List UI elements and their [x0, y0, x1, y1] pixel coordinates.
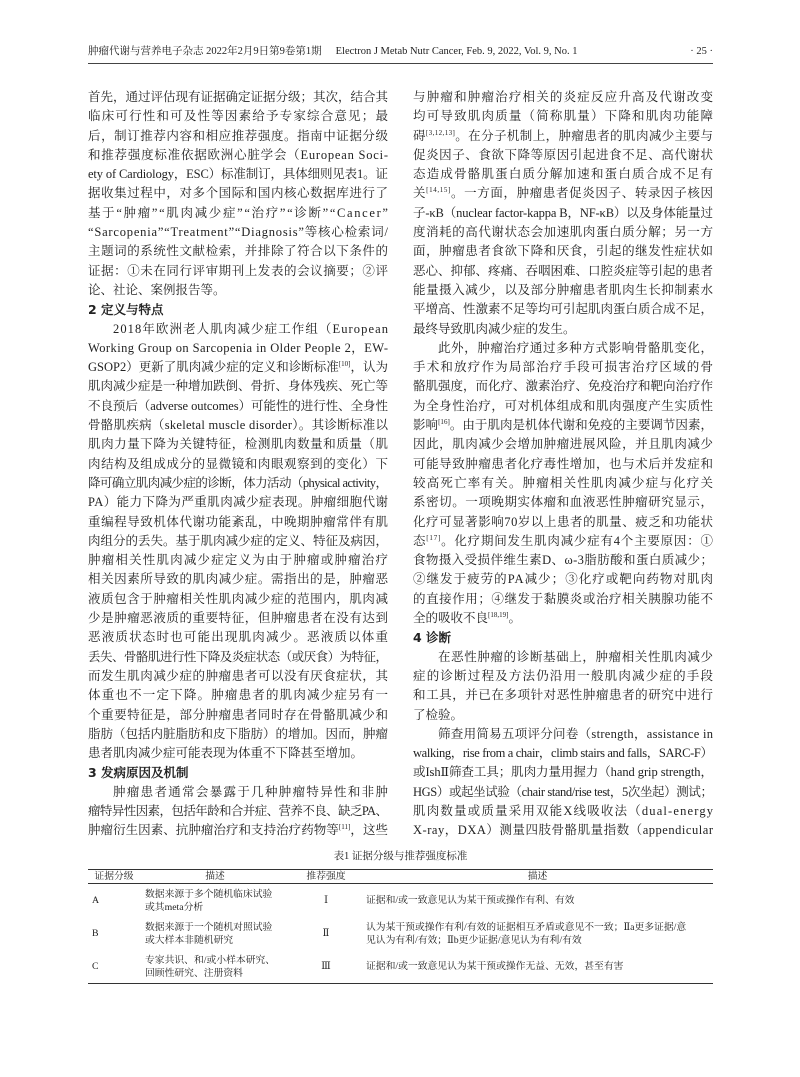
line-text: 面，肿瘤患者食欲下降和厌食，引起的继发性症状如: [413, 244, 714, 259]
line-text: 肌肉减少症是一种增加跌倒、骨折、身体残疾、死亡等: [88, 379, 388, 394]
paragraph: [413, 339, 713, 628]
text-line: [88, 648, 388, 667]
text-line: [88, 377, 388, 396]
line-text: 据收集过程中，对多个国际和国内核心数据库进行了: [88, 186, 389, 201]
text-line: [413, 262, 713, 281]
line-text: 证据：①未在同行评审期刊上发表的会议摘要；②评: [88, 263, 389, 278]
text-line: [88, 204, 388, 223]
text-line: [413, 300, 713, 319]
paragraph: [413, 648, 713, 725]
line-text: 态造成骨骼肌蛋白质分解加速和蛋白质合成不足有: [413, 167, 715, 182]
text-run: 态: [413, 533, 427, 548]
journal-title-english: Electron J Metab Nutr Cancer, Feb. 9, 2022, Vol. 9, No. 1: [335, 46, 578, 57]
line-text: [413, 416, 713, 435]
running-head: [88, 44, 713, 60]
line-text: ②继发于疲劳的PA减少；③化疗或靶向药物对肌肉: [413, 572, 715, 587]
cell-line: 证据和/或一致意见认为某干预或操作无益、无效，甚至有害: [366, 961, 624, 972]
text-line: [413, 783, 713, 802]
text-line: [413, 339, 713, 358]
line-text: “Sarcopenia”“Treatment”“Diagnosis”等核心检索词/: [88, 225, 389, 240]
table-caption: 表1 证据分级与推荐强度标准: [333, 851, 468, 862]
line-text: 促炎因子、食欲下降等原因引起进食不足、高代谢状: [413, 147, 714, 162]
line-text: 均可导致肌肉质量（简称肌量）下降和肌肉功能障: [413, 109, 715, 124]
line-text: [413, 532, 714, 551]
text-run: ，认为: [350, 360, 388, 375]
text-line: [88, 281, 388, 300]
evidence-grading-table: [88, 869, 713, 984]
text-run: GSOP2）更新了肌肉减少症的定义和诊断标准: [88, 360, 339, 375]
recommendation-class-cell: Ⅲ: [321, 961, 331, 972]
line-text: 恶液质状态时也可能出现肌肉减少。恶液质以体重: [88, 630, 390, 645]
header-divider: [88, 63, 713, 64]
header-recommendation-class: 推荐强度: [290, 870, 362, 884]
evidence-description-cell: [140, 917, 290, 950]
text-line: [413, 435, 713, 454]
right-text-column: [413, 88, 713, 841]
recommendation-class-cell: Ⅰ: [324, 895, 328, 906]
line-text: 相关因素所导致的肌肉减少症。需指出的是，肿瘤恶: [88, 572, 389, 587]
paragraph: [88, 320, 388, 764]
text-line: [88, 184, 388, 203]
text-line: [88, 706, 388, 725]
evidence-level-cell: A: [92, 895, 100, 906]
cell-line: 专家共识、和/或小样本研究、: [145, 954, 276, 966]
line-text: 较高死亡率有关。肿瘤相关性肌肉减少症与化疗关: [413, 475, 715, 490]
citation-superscript: [16]: [438, 418, 450, 427]
line-text: 肌肉力量下降为关键特征，检测肌肉数量和质量（肌: [88, 437, 389, 452]
recommendation-description-cell: [362, 917, 713, 950]
cell-line: 认为某干预或操作有利/有效的证据相互矛盾或意见不一致；Ⅱa更多证据/意: [366, 921, 687, 933]
text-run: 关: [413, 186, 427, 201]
text-line: [88, 744, 388, 763]
text-line: [88, 628, 388, 647]
line-text: 食物摄入受损伴维生素D、ω-3脂肪酸和蛋白质减少；: [413, 553, 714, 568]
cell-line: 数据来源于多个随机临床试验: [145, 888, 273, 900]
text-line: [413, 184, 713, 203]
text-line: [88, 513, 388, 532]
text-line: [413, 146, 713, 165]
text-line: [413, 609, 713, 628]
text-line: [88, 262, 388, 281]
line-text: ety of Cardiology，ESC）标准制订，具体细则见表1。证: [88, 167, 388, 182]
text-line: [88, 165, 388, 184]
text-run: 。一方面，肿瘤患者促炎因子、转录因子核因: [450, 186, 714, 201]
text-line: [88, 339, 388, 358]
section-heading: [88, 763, 388, 782]
line-text: 此外，肿瘤治疗通过多种方式影响骨骼肌变化，: [438, 340, 714, 355]
cell-line: 证据和/或一致意见认为某干预或操作有利、有效: [366, 895, 575, 906]
table-header-row: [88, 870, 713, 884]
text-line: [88, 397, 388, 416]
citation-superscript: [14,15]: [426, 186, 451, 195]
evidence-description-cell: [140, 950, 290, 984]
text-line: [413, 223, 713, 242]
text-line: [413, 455, 713, 474]
line-text: 2018年欧洲老人肌肉减少症工作组（European: [113, 321, 390, 336]
line-text: 可能导致肿瘤患者化疗毒性增加，也与术后并发症和: [413, 456, 714, 471]
section-heading-text: 3 发病原因及机制: [88, 765, 189, 781]
line-text: 主题词的系统性文献检索，并排除了符合以下条件的: [88, 244, 389, 259]
cell-line: 或大样本非随机研究: [145, 934, 234, 946]
section-heading-text: 2 定义与特点: [88, 302, 164, 318]
citation-superscript: [18,19]: [488, 611, 509, 620]
line-text: 肉结构及组成成分的显微镜和肉眼观察到的变化）下: [88, 456, 389, 471]
line-text: 了检验。: [413, 707, 464, 722]
text-run: 。在分子机制上，肿瘤患者的肌肉减少主要与: [455, 128, 714, 143]
text-line: [413, 281, 713, 300]
text-line: [413, 320, 713, 339]
line-text: 化疗可显著影响70岁以上患者的肌量、疲乏和功能状: [413, 514, 714, 529]
text-run: 。化疗期间发生肌肉减少症有4个主要原因：①: [441, 533, 714, 548]
paragraph: [413, 88, 713, 339]
line-text: 后，制订推荐内容和相应推荐强度。指南中证据分级: [88, 128, 389, 143]
line-text: 瘤特异性因素，包括年龄和合并症、营养不良、缺乏PA、: [88, 803, 388, 818]
line-text: 症的诊断过程及方法仍沿用一般肌肉减少症的手段: [413, 668, 715, 683]
line-text: HGS）或起坐试验（chair stand/rise test，5次坐起）测试；: [413, 784, 713, 799]
line-text: 因此，肌肉减少会增加肿瘤进展风险，并且肌肉减少: [413, 437, 714, 452]
text-line: [413, 107, 713, 126]
text-line: [413, 744, 713, 763]
text-line: [413, 493, 713, 512]
text-line: [88, 725, 388, 744]
text-line: [413, 204, 713, 223]
text-run: 全的吸收不良: [413, 611, 489, 626]
table-row: [88, 950, 713, 984]
section-heading-text: 4 诊断: [413, 630, 452, 646]
evidence-level-cell: C: [92, 961, 99, 972]
line-text: 肉组分的丢失。基于肌肉减少症的定义、特征及病因，: [88, 533, 388, 548]
text-line: [413, 686, 713, 705]
line-text: 在恶性肿瘤的诊断基础上，肿瘤相关性肌肉减少: [438, 649, 714, 664]
line-text: 脂肪（包括内脏脂肪和皮下脂肪）的增加。因而，肿瘤: [88, 726, 388, 741]
text-line: [88, 107, 388, 126]
text-line: [88, 320, 388, 339]
text-line: [413, 763, 713, 782]
text-line: [88, 474, 388, 493]
text-line: [88, 435, 388, 454]
line-text: 筛查用简易五项评分问卷（strength，assistance in: [438, 726, 714, 741]
text-line: [413, 532, 713, 551]
text-line: [88, 127, 388, 146]
text-line: [413, 570, 713, 589]
section-heading: [413, 628, 713, 647]
journal-title-chinese: 肿瘤代谢与营养电子杂志 2022年2月9日第9卷第1期: [88, 46, 322, 57]
line-text: Working Group on Sarcopenia in Older People 2，EW-: [88, 340, 389, 355]
citation-superscript: [3,12,13]: [425, 128, 456, 137]
text-run: 碍: [413, 128, 426, 143]
cell-line: 数据来源于一个随机对照试验: [145, 921, 273, 933]
text-line: [413, 648, 713, 667]
cell-line: 回顾性研究、注册资料: [145, 967, 243, 979]
text-line: [88, 802, 388, 821]
line-text: 的直接作用；④继发于黏膜炎或治疗相关胰腺功能不: [413, 591, 714, 606]
text-line: [413, 397, 713, 416]
text-line: [88, 455, 388, 474]
cell-line: 见认为有利/有效；Ⅱb更少证据/意见认为有利/有效: [366, 934, 582, 946]
line-text: [413, 609, 521, 628]
text-line: [413, 474, 713, 493]
line-text: 和工具，并已在多项针对恶性肿瘤患者的研究中进行: [413, 688, 714, 703]
line-text: 而发生肌肉减少症的肿瘤患者可以没有厌食症状，其: [88, 668, 389, 683]
line-text: 骨骼肌疾病（skeletal muscle disorder）。其诊断标准以: [88, 418, 389, 433]
recommendation-description-cell: [362, 884, 713, 918]
line-text: 最终导致肌肉减少症的发生。: [413, 321, 576, 336]
left-text-column: [88, 88, 388, 841]
evidence-level-cell: B: [92, 928, 99, 939]
table-row: [88, 884, 713, 918]
text-line: [88, 146, 388, 165]
line-text: 体重也不一定下降。肿瘤患者的肌肉减少症另有一: [88, 688, 390, 703]
line-text: 患者肌肉减少症可能表现为体重不下降甚至增加。: [88, 746, 364, 761]
line-text: [88, 358, 388, 377]
line-text: 或IshⅡ筛查工具；肌肉力量用握力（hand grip strength，: [413, 765, 713, 780]
line-text: 为全身性治疗，可对机体组成和肌肉强度产生实质性: [413, 398, 714, 413]
line-text: 基于“肿瘤”“肌肉减少症”“治疗”“诊断”“Cancer”: [88, 205, 390, 220]
text-line: [413, 802, 713, 821]
line-text: 恶心、抑郁、疼痛、吞咽困难、口腔炎症等引起的患者: [413, 263, 713, 278]
text-run: 影响: [413, 418, 439, 433]
line-text: 肿瘤相关性肌肉减少症定义为由于肿瘤或肿瘤治疗: [88, 553, 390, 568]
evidence-description-cell: [140, 884, 290, 918]
line-text: 系密切。一项晚期实体瘤和血液恶性肿瘤研究显示，: [413, 495, 714, 510]
line-text: 少是肿瘤恶液质的重要特征，但肿瘤患者在没有达到: [88, 611, 389, 626]
text-line: [413, 821, 713, 840]
text-line: [413, 725, 713, 744]
line-text: 临床可行性和可及性等因素给予专家综合意见；最: [88, 109, 390, 124]
line-text: PA）能力下降为严重肌肉减少症表现。肿瘤细胞代谢: [88, 495, 389, 510]
text-line: [88, 358, 388, 377]
line-text: [413, 184, 714, 203]
text-line: [413, 590, 713, 609]
line-text: 子-κB（nuclear factor-kappa B，NF-κB）以及身体能量过: [413, 205, 713, 220]
cell-line: 或其meta分析: [145, 901, 204, 913]
line-text: 平增高、性激素不足等均可引起肌肉蛋白质合成不足，: [413, 302, 713, 317]
recommendation-class-cell: Ⅱ: [322, 928, 330, 939]
line-text: X-ray，DXA）测量四肢骨骼肌量指数（appendicular: [413, 823, 714, 838]
text-line: [88, 532, 388, 551]
text-line: [88, 590, 388, 609]
line-text: 肌肉数量或质量采用双能X线吸收法（dual-energy: [413, 803, 715, 818]
text-line: [413, 242, 713, 261]
text-line: [413, 377, 713, 396]
text-line: [413, 706, 713, 725]
line-text: 首先，通过评估现有证据确定证据分级；其次，结合其: [88, 90, 388, 104]
line-text: 和推荐强度标准依据欧洲心脏学会（European Soci-: [88, 147, 389, 162]
line-text: [88, 821, 388, 840]
text-line: [413, 551, 713, 570]
text-line: [413, 416, 713, 435]
paragraph: [88, 783, 388, 841]
line-text: 不良预后（adverse outcomes）可能性的进行性、全身性: [88, 398, 388, 413]
text-line: [88, 821, 388, 840]
header-recommendation-description: 描述: [362, 870, 713, 884]
line-text: [413, 127, 713, 146]
line-text: 重编程导致机体代谢功能紊乱，中晚期肿瘤常伴有肌: [88, 514, 389, 529]
header-evidence-level: 证据分级: [88, 870, 140, 884]
text-line: [413, 88, 713, 107]
line-text: 肿瘤患者通常会暴露于几种肿瘤特异性和非肿: [113, 784, 390, 799]
text-line: [413, 667, 713, 686]
citation-superscript: [11]: [338, 823, 351, 832]
text-line: [88, 667, 388, 686]
section-heading-line: [88, 763, 388, 782]
text-run: 。由于肌肉是机体代谢和免疫的主要调节因素，: [449, 418, 714, 433]
recommendation-description-cell: [362, 950, 713, 984]
text-line: [88, 783, 388, 802]
section-heading-line: [413, 628, 713, 647]
text-run: 。: [508, 611, 521, 626]
text-line: [88, 223, 388, 242]
table-row: [88, 917, 713, 950]
text-run: ，这些: [350, 823, 389, 838]
text-line: [88, 416, 388, 435]
text-line: [88, 242, 388, 261]
line-text: 液质包含于肿瘤相关性肌肉减少症的范围内，肌肉减: [88, 591, 389, 606]
text-line: [88, 609, 388, 628]
section-heading-line: [88, 300, 388, 319]
line-text: 个重要特征是，部分肿瘤患者同时存在骨骼肌减少和: [88, 707, 389, 722]
text-line: [88, 551, 388, 570]
line-text: 论、社论、案例报告等。: [88, 282, 226, 297]
text-line: [413, 165, 713, 184]
text-run: 肿瘤衍生因素、抗肿瘤治疗和支持治疗药物等: [88, 823, 339, 838]
text-line: [413, 513, 713, 532]
line-text: 丢失、骨骼肌进行性下降及炎症状态（或厌食）为特征，: [88, 649, 388, 664]
line-text: 与肿瘤和肿瘤治疗相关的炎症反应升高及代谢改变: [413, 90, 715, 104]
line-text: walking，rise from a chair，climb stairs and falls，SARC-F）: [413, 746, 713, 761]
line-text: 骼肌强度，而化疗、激素治疗、免疫治疗和靶向治疗作: [413, 379, 713, 394]
text-line: [413, 358, 713, 377]
paragraph: [413, 725, 713, 841]
paragraph: [88, 88, 388, 300]
line-text: 能量摄入减少，以及部分肿瘤患者肌肉生长抑制素水: [413, 282, 714, 297]
citation-superscript: [17]: [426, 533, 442, 542]
text-line: [413, 127, 713, 146]
text-line: [88, 686, 388, 705]
section-heading: [88, 300, 388, 319]
line-text: 降可确立肌肉减少症的诊断，体力活动（physical activity，: [88, 475, 388, 490]
citation-superscript: [10]: [338, 360, 351, 369]
header-evidence-description: 描述: [140, 870, 290, 884]
text-line: [88, 493, 388, 512]
text-line: [88, 88, 388, 107]
text-line: [88, 570, 388, 589]
page-number: · 25 ·: [690, 46, 713, 57]
line-text: 手术和放疗作为局部治疗手段可损害治疗区域的骨: [413, 360, 715, 375]
line-text: 度消耗的高代谢状态会加速肌肉蛋白质分解；另一方: [413, 225, 714, 240]
